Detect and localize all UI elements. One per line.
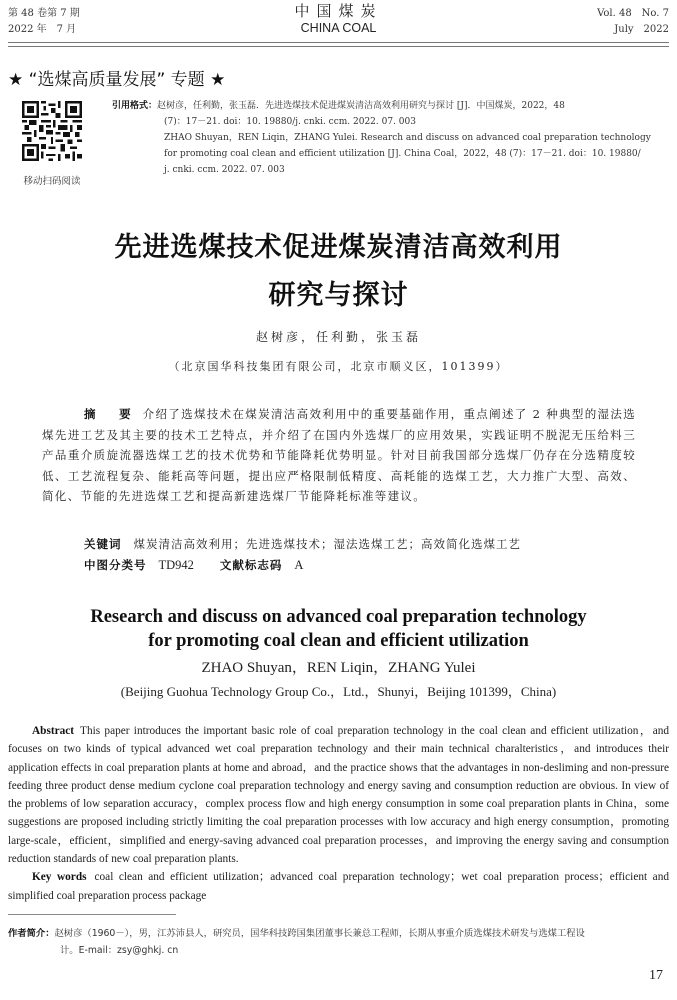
qr-caption: 移动扫码阅读 [23, 176, 81, 187]
abstract-en-label: Abstract [32, 725, 75, 737]
keywords-en-text: coal clean and efficient utilization；advanced coal preparation technology；wet coal preparation process；efficient and simplified coal preparation process package [8, 871, 669, 902]
abstract-en-paragraph [8, 722, 669, 868]
paper-title-en-line1: Research and discuss on advanced coal preparation technology [90, 607, 587, 627]
doc-code-value: A [294, 558, 304, 572]
author-note-line1: 赵树彦（1960－），男，江苏沛县人，研究员，国华科技跨国集团董事长兼总工程师，长期从事重介质选煤技术研发与选煤工程设 [54, 928, 585, 939]
date-cn: 2022 年 7 月 [8, 24, 77, 35]
volume-issue-en: Vol. 48 No. 7 [597, 8, 669, 19]
author-note [8, 925, 670, 959]
volume-issue-cn: 第 48 卷第 7 期 [8, 8, 80, 19]
abstract-cn-text: 介绍了选煤技术在煤炭清洁高效利用中的重要基础作用，重点阐述了 2 种典型的湿法选煤先进工艺及其主要的技术工艺特点，并介绍了在国内外选煤厂的应用效果，实践证明不脱泥无压给料三产品重介质旋流器选煤工艺的技术优势和节能降耗优势明显。针对目前我国部分选煤厂仍存在分选精度较低、工艺流程复杂、能耗高等问题，提出应严格限制低精度、高耗能的选煤工艺，大力推广大型、高效、简化、节能的先进选煤工艺和提高新建选煤厂节能降耗标准等建议。 [42, 407, 637, 503]
paper-title-en [0, 605, 677, 653]
abstract-en [8, 722, 669, 905]
qr-code-icon[interactable] [22, 100, 82, 162]
clc-label: 中图分类号 [84, 558, 147, 572]
abstract-cn [42, 404, 636, 507]
affiliation-en: (Beijing Guohua Technology Group Co.，Ltd.，Shunyi，Beijing 101399，China) [120, 684, 557, 699]
page-number: 17 [649, 968, 663, 983]
author-note-label: 作者简介： [8, 928, 55, 939]
paper-title-cn [0, 224, 677, 320]
running-header-right [597, 6, 669, 38]
affiliation-cn: （北京国华科技集团有限公司，北京市顺义区，101399） [168, 360, 509, 373]
citation-en-line1: ZHAO Shuyan，REN Liqin，ZHANG Yulei. Research and discuss on advanced coal preparation technology [164, 133, 651, 143]
author-note-line2: 计。E-mail：zsy@ghkj. cn [60, 945, 179, 956]
classification-row [84, 557, 303, 573]
date-en: July 2022 [614, 24, 669, 35]
abstract-cn-label: 摘 要 [84, 407, 137, 421]
journal-name-cn: 中国煤炭 [294, 2, 383, 20]
authors-en: ZHAO Shuyan，REN Liqin，ZHANG Yulei [201, 660, 476, 676]
paper-title-cn-line2: 研究与探讨 [268, 280, 409, 311]
citation-block [112, 98, 672, 178]
special-topic-banner: ★ “选煤高质量发展” 专题 ★ [8, 70, 226, 90]
keywords-cn-label: 关键词 [84, 537, 122, 551]
citation-en-line2: for promoting coal clean and efficient utilization [J]. China Coal，2022，48 (7)：17－21. doi：10. 19880/ [164, 149, 641, 159]
journal-name-en: CHINA COAL [300, 21, 377, 35]
keywords-cn-text: 煤炭清洁高效利用；先进选煤技术；湿法选煤工艺；高效简化选煤工艺 [133, 537, 521, 551]
authors-cn: 赵树彦，任利勤，张玉磊 [255, 330, 421, 344]
keywords-cn [84, 536, 521, 552]
paper-title-en-line2: for promoting coal clean and efficient utilization [148, 631, 529, 651]
clc-value: TD942 [158, 558, 194, 572]
abstract-en-text: This paper introduces the important basic role of coal preparation technology in the coal clean and efficient utilization，and focuses on two kinds of typical advanced wet coal preparation technology and their main technical charalteristics，and introduces their application effects in coal preparation plants at home and abroad，and the practice shows that the advantages in non-desliming and non-pressure feeding three product dense medium cyclone coal preparation technology and energy saving and consumption reduction are obvious. In view of the problems of low separation accuracy，complex process flow and high energy consumption in some coal preparation plants in China，some suggestions are proposed including strictly limiting the coal preparation processes with low accuracy and high energy consumption，promoting large-scale，efficient，simplified and energy-saving advanced coal preparation processes，and improving the energy saving and consumption reduction standards of new coal preparation plants. [8, 725, 669, 866]
citation-label: 引用格式： [112, 101, 158, 111]
citation-en-line3: j. cnki. ccm. 2022. 07. 003 [164, 165, 285, 175]
doc-code-label: 文献标志码 [219, 558, 283, 572]
citation-cn-line2: (7)：17－21. doi：10. 19880/j. cnki. ccm. 2022. 07. 003 [164, 117, 416, 127]
journal-name [0, 2, 677, 36]
paper-title-cn-line1: 先进选煤技术促进煤炭清洁高效利用 [114, 232, 563, 263]
keywords-en [8, 868, 669, 905]
keywords-en-label: Key words [32, 871, 87, 884]
footnote-rule [8, 914, 176, 915]
header-double-rule [8, 42, 669, 47]
citation-cn-line1: 赵树彦，任利勤，张玉磊．先进选煤技术促进煤炭清洁高效利用研究与探讨 [J]．中国煤炭，2022，48 [157, 101, 565, 111]
